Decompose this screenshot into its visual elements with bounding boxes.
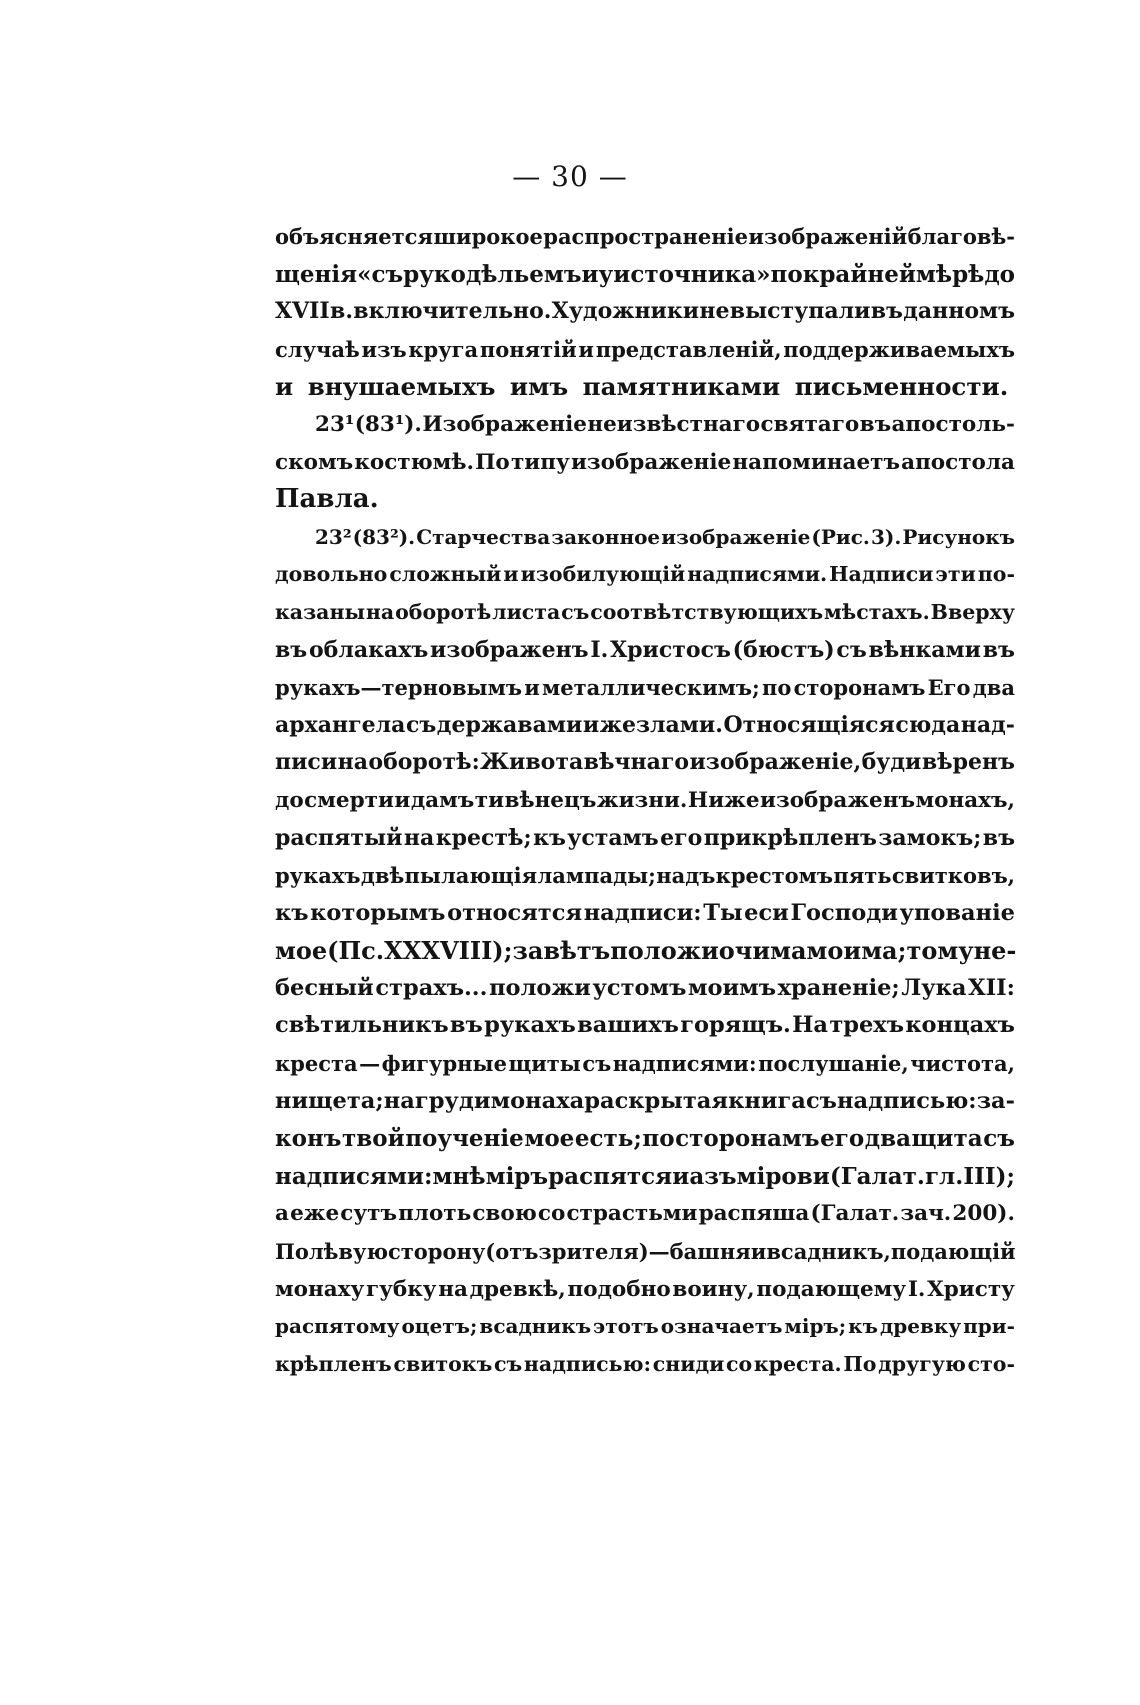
text-line: объясняется широкое распространеніе изображеній благовѣ-: [275, 224, 1015, 249]
text-line: 23² (83²). Старчества законное изображеніе (Рис. 3). Рисунокъ: [315, 524, 1015, 549]
page-number: — 30 —: [512, 160, 628, 193]
text-line: къ которымъ относятся надписи: Ты еси Господи упованіе: [275, 899, 1015, 926]
text-line: распятый на крестѣ; къ устамъ его прикрѣпленъ замокъ; въ: [275, 824, 1015, 851]
text-line: случаѣ изъ круга понятій и представленій, поддерживаемыхъ: [275, 336, 1015, 362]
text-line: рукахъ—терновымъ и металлическимъ; по сторонамъ Его два: [275, 675, 1015, 701]
text-line: скомъ костюмѣ. По типу изображеніе напоминаетъ апостола: [275, 449, 1015, 475]
text-line: и внушаемыхъ имъ памятниками письменности.: [275, 372, 1009, 402]
text-line: въ облакахъ изображенъ І. Христосъ (бюстъ) съ вѣнками въ: [275, 636, 1015, 663]
text-line: нищета; на груди монаха раскрытая книга съ надписью: за-: [275, 1087, 1015, 1114]
text-line: креста — фигурные щиты съ надписями: послушаніе, чистота,: [275, 1051, 1015, 1077]
text-line: распятому оцетъ; всадникъ этотъ означаетъ міръ; къ древку при-: [275, 1314, 1015, 1339]
text-line: крѣпленъ свитокъ съ надписью: сниди со креста. По другую сто-: [275, 1351, 1015, 1376]
text-line: надписями: мнѣ міръ распятся и азъ мірови (Галат. гл. III);: [275, 1162, 1015, 1190]
text-line: мое (Пс. XXXVIII); завѣтъ положи очима моима; тому не-: [275, 936, 1017, 966]
text-line: По лѣвую сторону (отъ зрителя)—башня и всадникъ, подающій: [275, 1239, 1016, 1265]
text-line: писи на оборотѣ: Живота вѣчнаго изображеніе, буди вѣренъ: [275, 749, 1015, 776]
text-line: свѣтильникъ въ рукахъ вашихъ горящъ. На трехъ концахъ: [275, 1012, 1015, 1039]
text-line: казаны на оборотѣ листа съ соотвѣтствующихъ мѣстахъ. Вверху: [275, 599, 1015, 624]
text-line: рукахъ двѣ пылающія лампады; надъ крестомъ пять свитковъ,: [275, 863, 1015, 889]
text-line: 23¹ (83¹). Изображеніе неизвѣстнаго святаго въ апостоль-: [315, 411, 1015, 437]
text-line: довольно сложный и изобилующій надписями. Надписи эти по-: [275, 562, 1015, 587]
body-text: [275, 218, 1015, 1383]
text-line: до смерти и дамъ ти вѣнецъ жизни. Ниже изображенъ монахъ,: [275, 787, 1015, 813]
text-line: конъ твой поученіе мое есть; по сторонамъ его два щита съ: [275, 1125, 1015, 1153]
text-line: архангела съ державами и жезлами. Относящіяся сюда над-: [275, 711, 1015, 738]
text-line: монаху губку на древкѣ, подобно воину, подающему І. Христу: [275, 1276, 1015, 1302]
text-line: а еже сутъ плоть свою со страстьми распяша (Галат. зач. 200).: [275, 1201, 1015, 1227]
text-line: щенія «съ рукодѣльемъ и у источника» по крайней мѣрѣ до: [275, 260, 1015, 288]
text-line: XVII в. включительно. Художники не выступали въ данномъ: [275, 298, 1015, 325]
text-line: бесный страхъ... положи устомъ моимъ храненіе; Лука XII:: [275, 974, 1015, 1001]
text-line: Павла.: [275, 484, 379, 515]
